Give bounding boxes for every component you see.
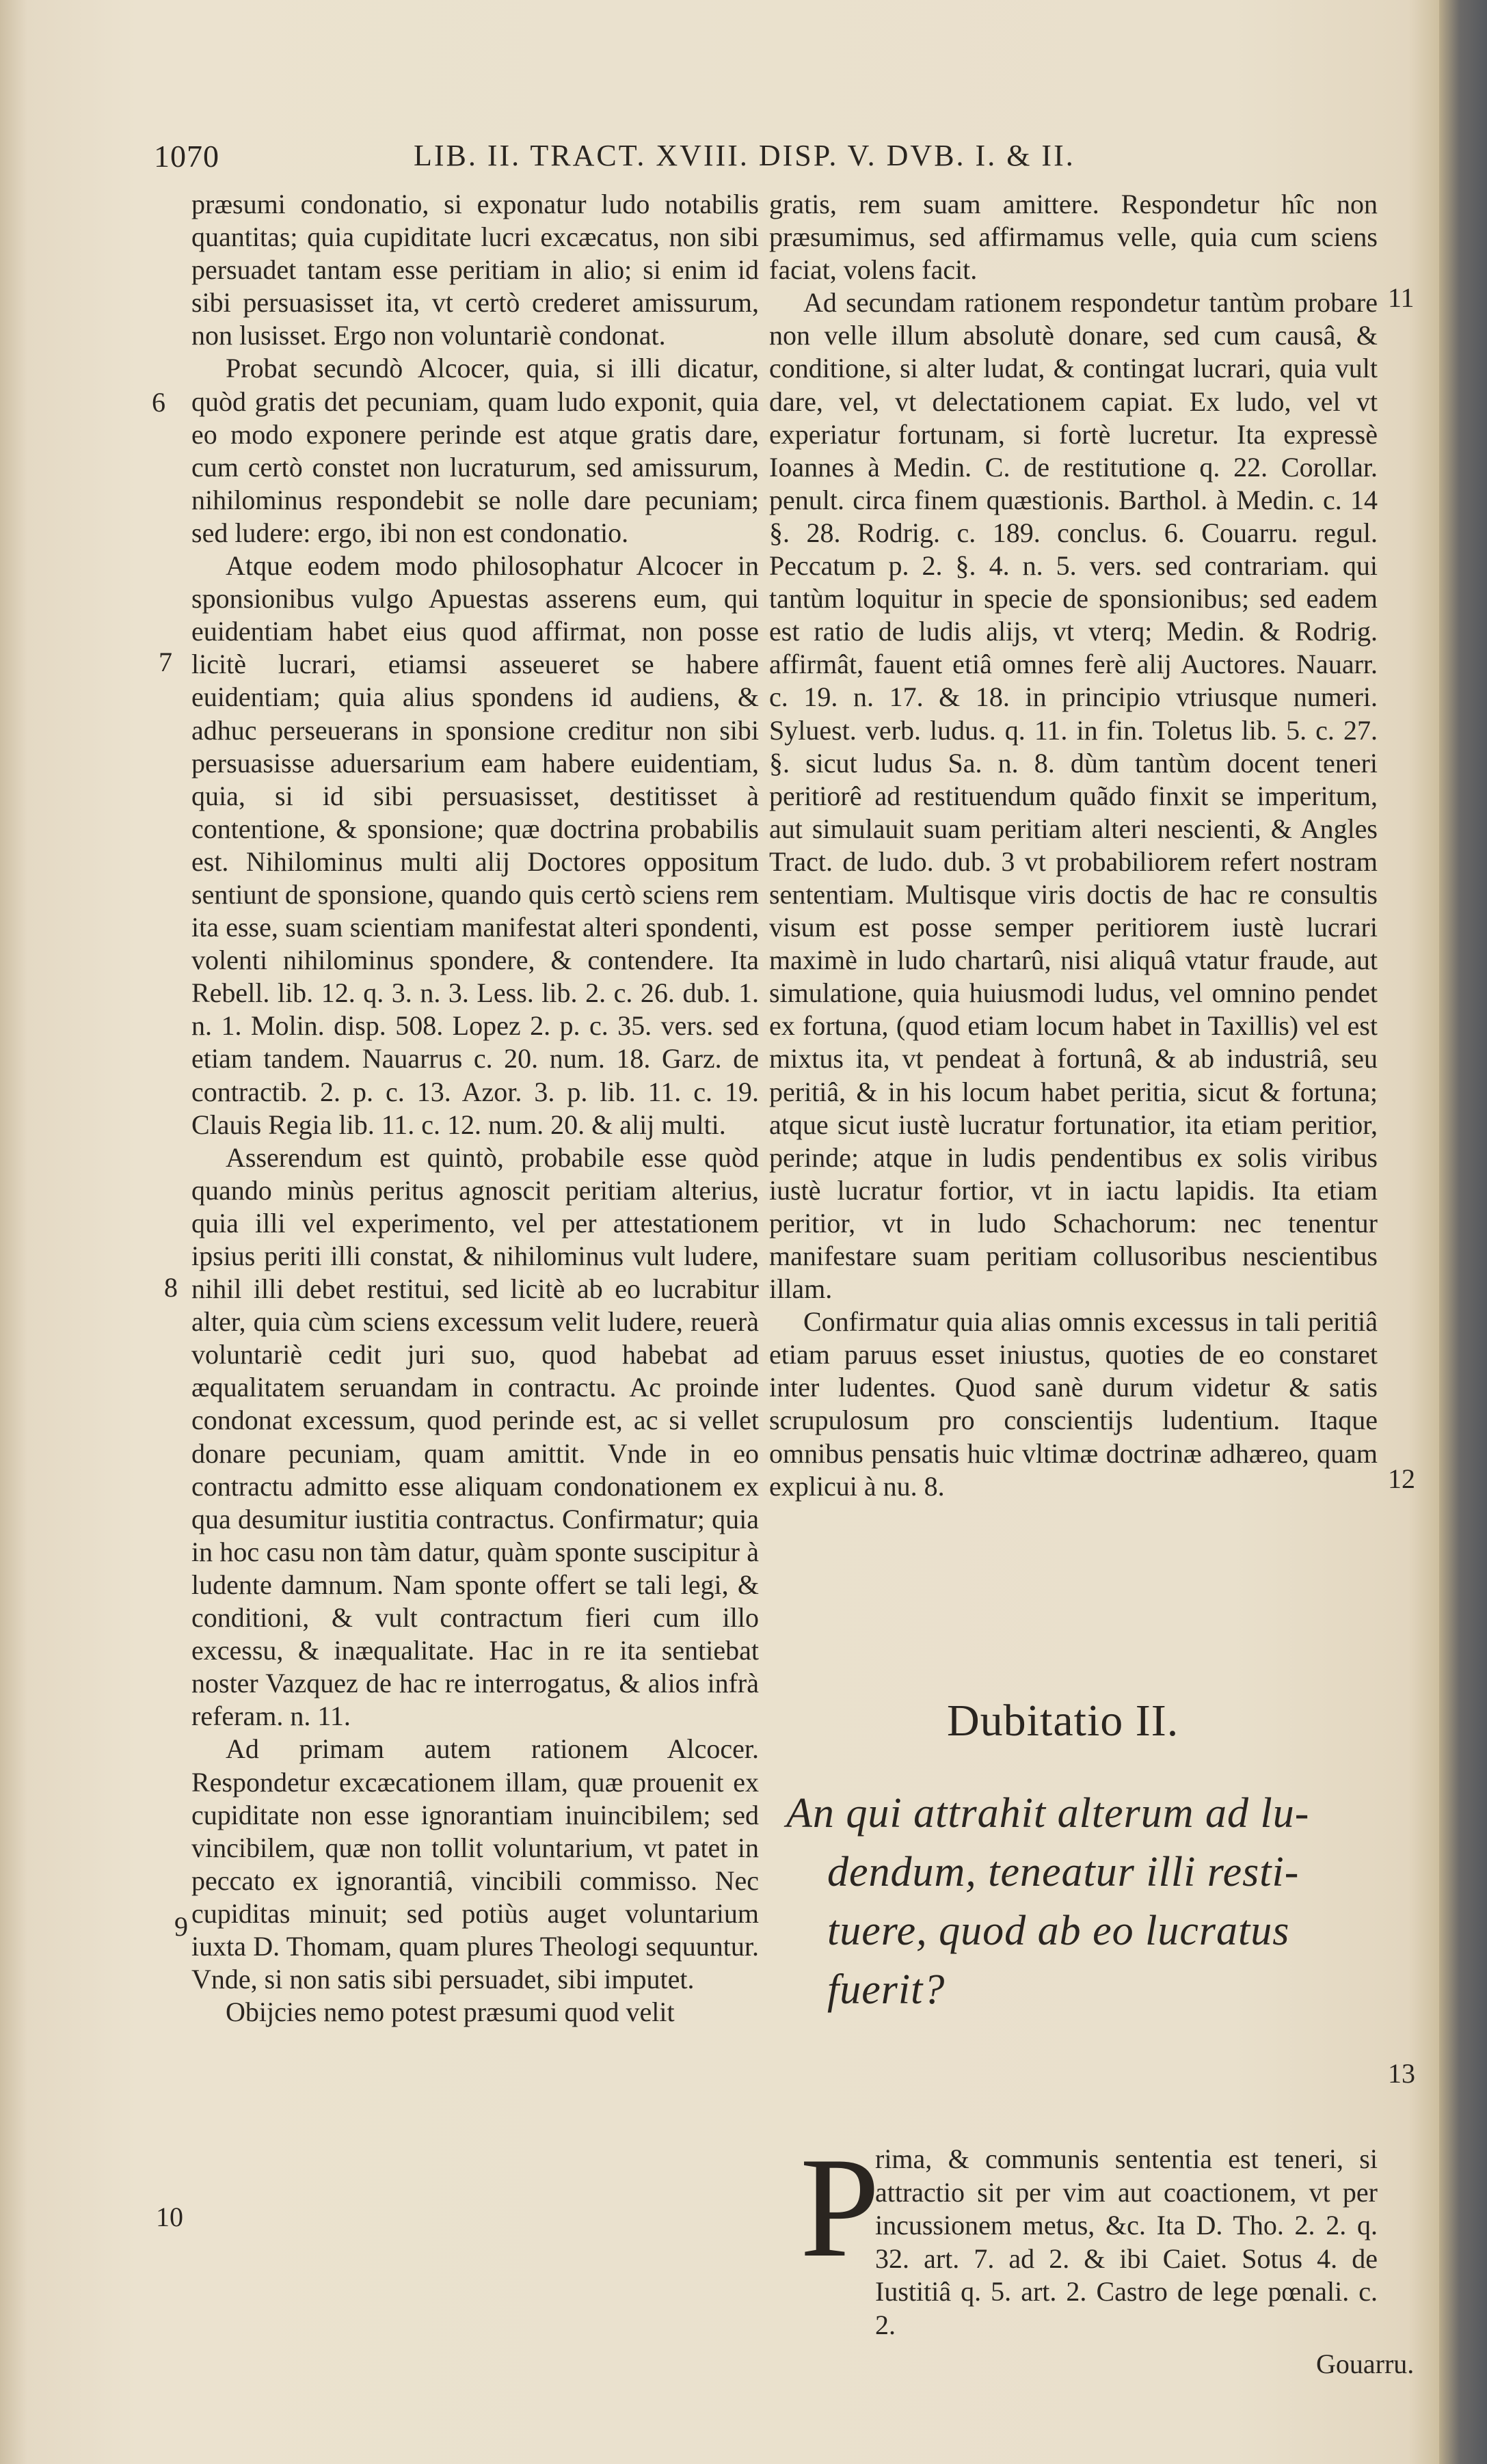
question-line: An qui attrahit alterum ad lu-	[786, 1790, 1310, 1837]
margin-number: 12	[1388, 1463, 1415, 1494]
left-column	[191, 188, 759, 2029]
question-line: dendum, teneatur illi resti-	[827, 1849, 1300, 1895]
right-column	[769, 188, 1378, 1503]
paragraph-9: Ad primam autem rationem Alcocer. Respondetur excæcationem illam, quæ prouenit ex cupiditate non esse ignorantiam inuincibilem; sed vincibilem, quæ non tollit voluntarium, vt patet in peccato ex ignorantiâ, vincibili commisso. Nec cupiditas minuit; sed potiùs auget voluntarium iuxta D. Thomam, quam plures Theologi sequuntur. Vnde, si non satis sibi persuadet, sibi imputet.	[191, 1733, 759, 1995]
page-edge	[1439, 0, 1487, 2464]
paragraph-13: rima, & communis sententia est teneri, si attractio sit per vim aut coactionem, vt per incussionem metus, &c. Ita D. Tho. 2. 2. q. 32. art. 7. ad 2. & ibi Caiet. Sotus 4. de Iustitiâ q. 5. art. 2. Castro de lege pœnali. c. 2.	[875, 2143, 1378, 2340]
paragraph-12: Confirmatur quia alias omnis excessus in tali peritiâ etiam paruus esset iniustus, quoties de eo constaret inter ludentes. Quod sanè durum videtur & satis scrupulosum pro conscientijs ludentium. Itaque omnibus pensatis huic vltimæ doctrinæ adhæreo, quam explicui à nu. 8.	[769, 1306, 1378, 1502]
catchword: Gouarru.	[1316, 2348, 1415, 2379]
paragraph-7: Atque eodem modo philosophatur Alcocer in sponsionibus vulgo Apuestas asserens eum, qui euidentiam habet eius quod affirmat, non posse licitè lucrari, etiamsi asseueret se habere euidentiam; quia alius spondens id audiens, & adhuc perseuerans in sponsione creditur non sibi persuasisse aduersarium eam habere euidentiam, quia, si id sibi persuasisset, destitisset à contentione, & sponsione; quæ doctrina probabilis est. Nihilominus multi alij Doctores oppositum sentiunt de sponsione, quando quis certò sciens rem ita esse, suam scientiam manifestat alteri spondenti, volenti nihilominus spondere, & contendere. Ita Rebell. lib. 12. q. 3. n. 3. Less. lib. 2. c. 26. dub. 1. n. 1. Molin. disp. 508. Lopez 2. p. c. 35. vers. sed etiam tandem. Nauarrus c. 20. num. 18. Garz. de contractib. 2. p. c. 13. Azor. 3. p. lib. 11. c. 19. Clauis Regia lib. 11. c. 12. num. 20. & alij multi.	[191, 550, 759, 1140]
margin-number: 10	[156, 2202, 183, 2232]
question-line: tuere, quod ab eo lucratus	[827, 1908, 1290, 1954]
margin-number: 6	[152, 387, 165, 418]
margin-number: 7	[159, 647, 172, 677]
paragraph-8: Asserendum est quintò, probabile esse quòd quando minùs peritus agnoscit peritiam alterius, quia illi vel experimento, vel per attestationem ipsius periti illi constat, & nihilominus vult ludere, nihil illi debet restitui, sed licitè ab eo lucrabitur alter, quia cùm sciens excessum velit ludere, reuerà voluntariè cedit juri suo, quod habebat ad æqualitatem seruandam in contractu. Ac proinde condonat excessum, quod perinde est, ac si vellet donare pecuniam, quam amittit. Vnde in eo contractu admitto esse aliquam condonationem ex qua desumitur iustitia contractus. Confirmatur; quia in hoc casu non tàm datur, quàm sponte suscipitur à ludente damnum. Nam sponte offert se tali legi, & conditioni, & vult contractum fieri cum illo excessu, & inæqualitate. Hac in re ita sentiebat noster Vazquez de hac re interrogatus, & alios infrà referam. n. 11.	[191, 1141, 759, 1732]
paragraph-6: Probat secundò Alcocer, quia, si illi dicatur, quòd gratis det pecuniam, quam ludo exponit, quia eo modo exponere perinde est atque gratis dare, cum certò constet non lucraturum, sed amissurum, nihilominus respondebit se nolle dare pecuniam; sed ludere: ergo, ibi non est condonatio.	[191, 353, 759, 548]
paragraph-11: Ad secundam rationem respondetur tantùm probare non velle illum absolutè donare, sed cum causâ, & conditione, si alter ludat, & contingat lucrari, quia vult dare, vel, vt delectationem capiat. Ex ludo, vel vt experiatur fortunam, si fortè lucretur. Ita expressè Ioannes à Medin. C. de restitutione q. 22. Corollar. penult. circa finem quæstionis. Barthol. à Medin. c. 14 §. 28. Rodrig. c. 189. conclus. 6. Couarru. regul. Peccatum p. 2. §. 4. n. 5. vers. sed contrariam. qui tantùm loquitur in specie de sponsionibus; sed eadem est ratio de ludis alijs, vt vterq; Medin. & Rodrig. affirmât, fauent etiâ omnes ferè alij Auctores. Nauarr. c. 19. n. 17. & 18. in principio vtriusque numeri. Syluest. verb. ludus. q. 11. in fin. Toletus lib. 5. c. 27. §. sicut ludus Sa. n. 8. dùm tantùm docent teneri peritiorê ad restituendum quãdo finxit se imperitum, aut simulauit suam peritiam alteri nescienti, & Angles Tract. de ludo. dub. 3 vt probabiliorem refert nostram sententiam. Multisque viris doctis de hac re consultis visum est posse semper peritiorem iustè lucrari maximè in ludo chartarû, nisi aliquâ vtatur fraude, aut simulatione, quia huiusmodi ludus, vel omnino pendet ex fortuna, (quod etiam locum habet in Taxillis) vel est mixtus ita, vt pendeat à fortunâ, & ab industriâ, seu peritiâ, & in his locum habet peritia, sicut & fortuna; atque sicut iustè lucratur fortunatior, ita etiam peritior, perinde; atque in ludis pendentibus ex solis viribus iustè lucratur fortior, vt in iactu lapidis. Ita etiam peritior, vt in ludo Schachorum: nec tenentur manifestare suam peritiam collusoribus nescientibus illam.	[769, 287, 1378, 1305]
margin-number: 13	[1388, 2058, 1415, 2089]
margin-number: 9	[174, 1911, 188, 1942]
paragraph-10: Obijcies nemo potest præsumi quod velit	[226, 1996, 675, 2028]
paragraph-continued: præsumi condonatio, si exponatur ludo notabilis quantitas; quia cupiditate lucri excæcatus, non sibi persuadet tantam esse peritiam in alio; si enim id sibi persuasisset ita, vt certò crederet amissurum, non lusisset. Ergo non voluntariè condonat.	[191, 189, 759, 351]
section-title: Dubitatio II.	[947, 1696, 1179, 1746]
running-header	[154, 135, 1371, 183]
drop-cap: P	[800, 2128, 880, 2287]
question-line: fuerit?	[827, 1966, 946, 2013]
folio-number: 1070	[154, 139, 219, 174]
margin-number: 8	[164, 1272, 178, 1303]
section-question	[786, 1784, 1388, 2019]
paragraph-continued: gratis, rem suam amittere. Respondetur hîc non præsumimus, sed affirmamus velle, quia cum sciens faciat, volens facit.	[769, 189, 1378, 286]
margin-number: 11	[1388, 282, 1415, 313]
running-head: LIB. II. TRACT. XVIII. DISP. V. DVB. I. & II.	[414, 139, 1075, 172]
